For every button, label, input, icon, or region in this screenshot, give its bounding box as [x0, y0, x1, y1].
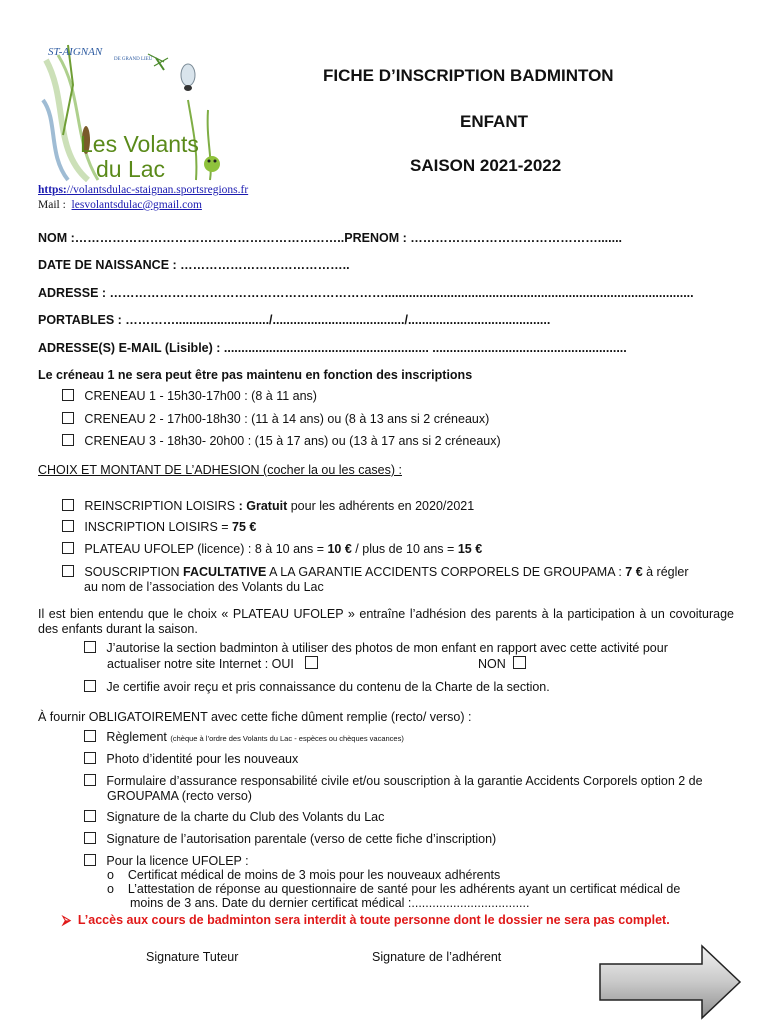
next-page-arrow-icon[interactable]: [598, 944, 743, 1020]
bullet-icon: o: [107, 882, 114, 896]
photos-non-checkbox[interactable]: [513, 656, 526, 669]
logo-name-line1: Les Volants: [80, 131, 199, 157]
formulaire-item[interactable]: [84, 774, 703, 788]
mail-link[interactable]: lesvolantsdulac@gmail.com: [71, 199, 202, 211]
reinscription-option[interactable]: [62, 499, 474, 513]
mail-line: [38, 199, 202, 211]
photos-checkbox[interactable]: [84, 641, 96, 653]
bullet-icon: o: [107, 868, 114, 882]
formulaire-label: Formulaire d’assurance responsabilité civile et/ou souscription à la garantie Accidents Corporels option 2 de: [106, 774, 703, 788]
souscription-line2: au nom de l’association des Volants du Lac: [84, 580, 324, 594]
licence-sub-2-text: L’attestation de réponse au questionnaire de santé pour les adhérents ayant un certificat médical de: [127, 882, 681, 896]
nom-prenom-field[interactable]: NOM :………………………………………………………..PRENOM : ……………………………………….......: [38, 231, 623, 245]
licence-sub-1-text: Certificat médical de moins de 3 mois pour les nouveaux adhérents: [127, 868, 501, 882]
creneau-3-checkbox[interactable]: [62, 434, 74, 446]
reinscription-label: REINSCRIPTION LOISIRS: [84, 499, 239, 513]
adresse-field[interactable]: ADRESSE : ………………………………………………………….........................................................................................: [38, 286, 694, 300]
licence-item[interactable]: [84, 854, 249, 868]
licence-label: Pour la licence UFOLEP :: [106, 854, 249, 868]
reglement-note: (chèque à l’ordre des Volants du Lac - espèces ou chèques vacances): [170, 734, 404, 743]
signature-charte-checkbox[interactable]: [84, 810, 96, 822]
form-title: FICHE D’INSCRIPTION BADMINTON: [323, 66, 614, 85]
photos-text: J’autorise la section badminton à utiliser des photos de mon enfant en rapport avec cette activité pour: [106, 641, 668, 655]
souscription-detail: A LA GARANTIE ACCIDENTS CORPORELS DE GROUPAMA :: [266, 565, 626, 579]
creneau-2-option[interactable]: [62, 412, 489, 426]
souscription-label: SOUSCRIPTION: [84, 565, 184, 579]
plateau-option[interactable]: [62, 542, 482, 556]
souscription-option[interactable]: [62, 565, 689, 579]
signature-adherent: Signature de l’adhérent: [372, 950, 502, 964]
photos-non: [478, 656, 526, 671]
form-subtitle: ENFANT: [460, 112, 528, 131]
logo-town: ST-AIGNAN: [48, 46, 103, 58]
photo-identite-label: Photo d’identité pour les nouveaux: [106, 752, 299, 766]
signature-autorisation-checkbox[interactable]: [84, 832, 96, 844]
licence-sub-2: [107, 882, 680, 896]
creneau-1-checkbox[interactable]: [62, 389, 74, 401]
photo-identite-item[interactable]: [84, 752, 298, 766]
licence-checkbox[interactable]: [84, 854, 96, 866]
photo-identite-checkbox[interactable]: [84, 752, 96, 764]
signature-autorisation-label: Signature de l’autorisation parentale (verso de cette fiche d’inscription): [106, 832, 497, 846]
website-url[interactable]: //volantsdulac-staignan.sportsregions.fr: [66, 184, 249, 196]
arrow-bullet-icon: ⮚: [62, 913, 71, 927]
inscription-label: INSCRIPTION LOISIRS =: [84, 520, 233, 534]
photos-oui-label: actualiser notre site Internet : OUI: [107, 657, 294, 671]
charte-text: Je certifie avoir reçu et pris connaissance du contenu de la Charte de la section.: [106, 680, 550, 694]
souscription-regler: à régler: [642, 565, 689, 579]
reinscription-detail: pour les adhérents en 2020/2021: [287, 499, 475, 513]
plateau-checkbox[interactable]: [62, 542, 74, 554]
creneau-2-label: CRENEAU 2 - 17h00-18h30 : (11 à 14 ans) ou (8 à 13 ans si 2 créneaux): [84, 412, 490, 426]
photos-non-label: NON: [478, 657, 506, 671]
reinscription-checkbox[interactable]: [62, 499, 74, 511]
photos-line2: [107, 656, 318, 671]
logo-graphic: [38, 40, 233, 185]
inscription-checkbox[interactable]: [62, 520, 74, 532]
charte-checkbox[interactable]: [84, 680, 96, 692]
season-title: SAISON 2021-2022: [410, 156, 562, 175]
date-naissance-field[interactable]: DATE DE NAISSANCE : …………………………………..: [38, 258, 350, 272]
creneau-1-option[interactable]: [62, 389, 317, 403]
signature-tuteur: Signature Tuteur: [146, 950, 239, 964]
creneau-3-label: CRENEAU 3 - 18h30- 20h00 : (15 à 17 ans) ou (13 à 17 ans si 2 créneaux): [84, 434, 501, 448]
licence-sub-2-line2[interactable]: moins de 3 ans. Date du dernier certificat médical :..................................: [130, 896, 530, 910]
photos-oui-checkbox[interactable]: [305, 656, 318, 669]
formulaire-checkbox[interactable]: [84, 774, 96, 786]
warning-line: [62, 913, 670, 928]
creneaux-heading: Le créneau 1 ne sera peut être pas maintenu en fonction des inscriptions: [38, 368, 473, 382]
creneau-2-checkbox[interactable]: [62, 412, 74, 424]
website-scheme[interactable]: https:: [38, 184, 67, 196]
signature-charte-item[interactable]: [84, 810, 384, 824]
mail-label: Mail :: [38, 199, 66, 211]
portables-field[interactable]: PORTABLES : ………….........................../....................................../.........................................: [38, 313, 551, 327]
reinscription-price: : Gratuit: [238, 499, 288, 513]
club-logo: [38, 40, 233, 185]
signature-autorisation-item[interactable]: [84, 832, 496, 846]
reglement-label: Règlement: [106, 730, 167, 744]
formulaire-line2: GROUPAMA (recto verso): [107, 789, 252, 803]
reglement-checkbox[interactable]: [84, 730, 96, 742]
plateau-price-older: 15 €: [457, 542, 483, 556]
souscription-checkbox[interactable]: [62, 565, 74, 577]
creneau-1-label: CRENEAU 1 - 15h30-17h00 : (8 à 11 ans): [84, 389, 317, 403]
licence-sub-1: [107, 868, 500, 882]
reglement-item[interactable]: [84, 730, 404, 744]
website-link[interactable]: [38, 184, 248, 196]
inscription-option[interactable]: [62, 520, 256, 534]
warning-text: L’accès aux cours de badminton sera interdit à toute personne dont le dossier ne sera pas complet.: [77, 913, 670, 927]
souscription-price: 7 €: [625, 565, 643, 579]
charte-certify[interactable]: [84, 680, 550, 694]
plateau-price-young: 10 €: [327, 542, 352, 556]
plateau-note: Il est bien entendu que le choix « PLATEAU UFOLEP » entraîne l’adhésion des parents à la participation à un covoiturage des enfants durant la saison.: [38, 607, 734, 636]
plateau-sep: / plus de 10 ans =: [351, 542, 458, 556]
logo-town-small: DE GRAND LIEU: [114, 57, 153, 62]
creneau-3-option[interactable]: [62, 434, 501, 448]
photos-consent[interactable]: [84, 641, 668, 655]
adhesion-heading: CHOIX ET MONTANT DE L’ADHESION (cocher la ou les cases) :: [38, 463, 402, 477]
logo-name-line2: du Lac: [96, 156, 166, 182]
inscription-price: 75 €: [232, 520, 257, 534]
email-field[interactable]: ADRESSE(S) E-MAIL (Lisible) : ........................................................... ........................................................: [38, 341, 627, 355]
fournir-heading: À fournir OBLIGATOIREMENT avec cette fiche dûment remplie (recto/ verso) :: [38, 710, 472, 724]
signature-charte-label: Signature de la charte du Club des Volants du Lac: [106, 810, 385, 824]
plateau-label: PLATEAU UFOLEP (licence) : 8 à 10 ans =: [84, 542, 328, 556]
souscription-facultative: FACULTATIVE: [183, 565, 267, 579]
